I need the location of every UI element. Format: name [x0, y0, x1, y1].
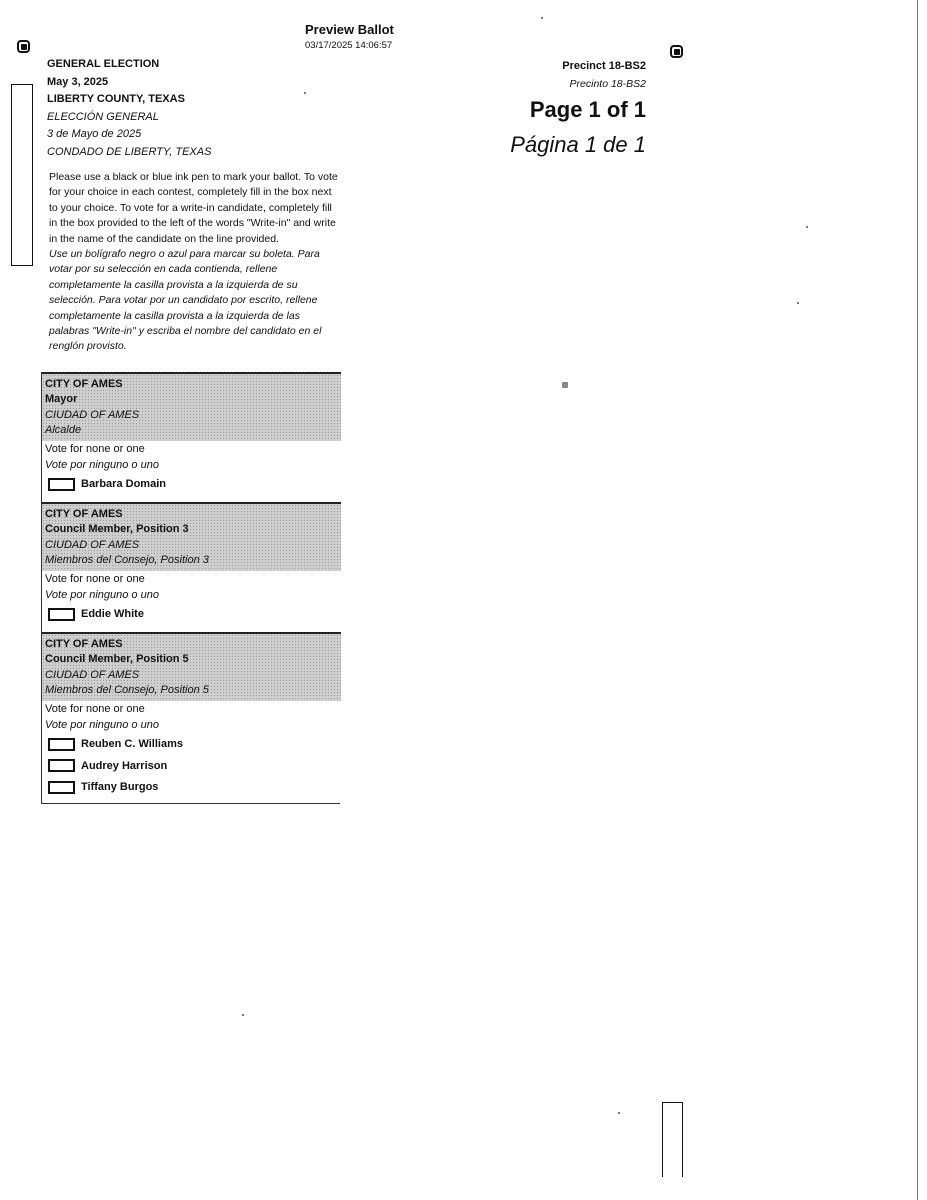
office-title: Council Member, Position 3 — [45, 523, 189, 536]
office-title-es: Miembros del Consejo, Position 5 — [45, 684, 209, 697]
timing-mark — [11, 84, 33, 266]
scan-speck — [541, 17, 543, 19]
candidate-checkbox[interactable] — [48, 781, 75, 794]
candidate-checkbox[interactable] — [48, 738, 75, 751]
scan-speck — [242, 1014, 244, 1016]
instructions — [49, 170, 341, 355]
timing-mark — [662, 1102, 683, 1177]
contest-header — [42, 372, 341, 441]
office-title: Council Member, Position 5 — [45, 653, 189, 666]
scan-speck — [304, 92, 306, 94]
office-title-es: Miembros del Consejo, Position 3 — [45, 554, 209, 567]
vote-instruction: Vote for none or one — [45, 442, 145, 455]
registration-mark-icon — [17, 40, 30, 53]
page-number-es: Página 1 de 1 — [510, 132, 646, 157]
vote-instruction-es: Vote por ninguno o uno — [45, 459, 159, 472]
office-title-es: Alcalde — [45, 424, 82, 437]
scan-speck — [562, 382, 568, 388]
election-header — [47, 56, 307, 162]
contest-council-position-5 — [42, 632, 341, 798]
candidate-option[interactable] — [42, 474, 341, 496]
column-bottom-rule — [41, 803, 340, 804]
county-name-es: CONDADO DE LIBERTY, TEXAS — [47, 145, 212, 158]
page-number: Page 1 of 1 — [529, 97, 646, 122]
candidate-name: Audrey Harrison — [81, 759, 168, 772]
election-name-es: ELECCIÓN GENERAL — [47, 110, 159, 123]
candidate-name: Reuben C. Williams — [81, 738, 183, 751]
scan-speck — [806, 226, 808, 228]
candidate-name: Tiffany Burgos — [81, 781, 159, 794]
instructions-en: Please use a black or blue ink pen to mark your ballot. To vote for your choice in each contest, completely fill in the box next to your choice. To vote for a write-in candidate, completely fill in the box provided to the left of the words "Write-in" and write in the name of the candidate on the line provided. — [49, 171, 338, 245]
candidate-option[interactable] — [42, 604, 341, 626]
vote-instruction-es: Vote por ninguno o uno — [45, 719, 159, 732]
scan-speck — [618, 1112, 620, 1114]
candidate-checkbox[interactable] — [48, 759, 75, 772]
jurisdiction: CITY OF AMES — [45, 638, 123, 650]
candidate-checkbox[interactable] — [48, 478, 75, 491]
candidate-option[interactable] — [42, 755, 341, 777]
scan-speck — [797, 302, 799, 304]
registration-mark-icon — [670, 45, 683, 58]
vote-instruction-es: Vote por ninguno o uno — [45, 589, 159, 602]
vote-instruction: Vote for none or one — [45, 572, 145, 585]
election-date: May 3, 2025 — [47, 75, 109, 88]
candidate-checkbox[interactable] — [48, 608, 75, 621]
contest-mayor — [42, 372, 341, 495]
office-title: Mayor — [45, 393, 78, 406]
contest-column — [41, 372, 341, 804]
contest-header — [42, 632, 341, 701]
candidate-option[interactable] — [42, 777, 341, 799]
election-name: GENERAL ELECTION — [47, 58, 160, 70]
precinct-label-es: Precinto 18-BS2 — [569, 78, 646, 90]
jurisdiction-es: CIUDAD OF AMES — [45, 408, 140, 421]
contest-header — [42, 502, 341, 571]
election-date-es: 3 de Mayo de 2025 — [47, 128, 142, 141]
vote-instruction: Vote for none or one — [45, 702, 145, 715]
county-name: LIBERTY COUNTY, TEXAS — [47, 93, 185, 106]
candidate-name: Barbara Domain — [81, 478, 166, 491]
instructions-es: Use un bolígrafo negro o azul para marcar su boleta. Para votar por su selección en cada contienda, rellene completamente la casilla provista a la izquierda de su selección. Para votar por un candidato por escrito, rellene completamente la casilla provista a la izquierda de las palabras "Write-in" y escriba el nombre del candidato en el renglón provisto. — [49, 248, 322, 353]
page-title: Preview Ballot — [305, 22, 394, 37]
jurisdiction: CITY OF AMES — [45, 378, 123, 390]
candidate-name: Eddie White — [81, 608, 144, 621]
jurisdiction-es: CIUDAD OF AMES — [45, 668, 140, 681]
precinct-label: Precinct 18-BS2 — [562, 60, 646, 72]
contest-council-position-3 — [42, 502, 341, 625]
timestamp: 03/17/2025 14:06:57 — [305, 40, 393, 51]
jurisdiction: CITY OF AMES — [45, 508, 123, 520]
candidate-option[interactable] — [42, 734, 341, 756]
page-edge-line — [917, 0, 918, 1200]
jurisdiction-es: CIUDAD OF AMES — [45, 538, 140, 551]
